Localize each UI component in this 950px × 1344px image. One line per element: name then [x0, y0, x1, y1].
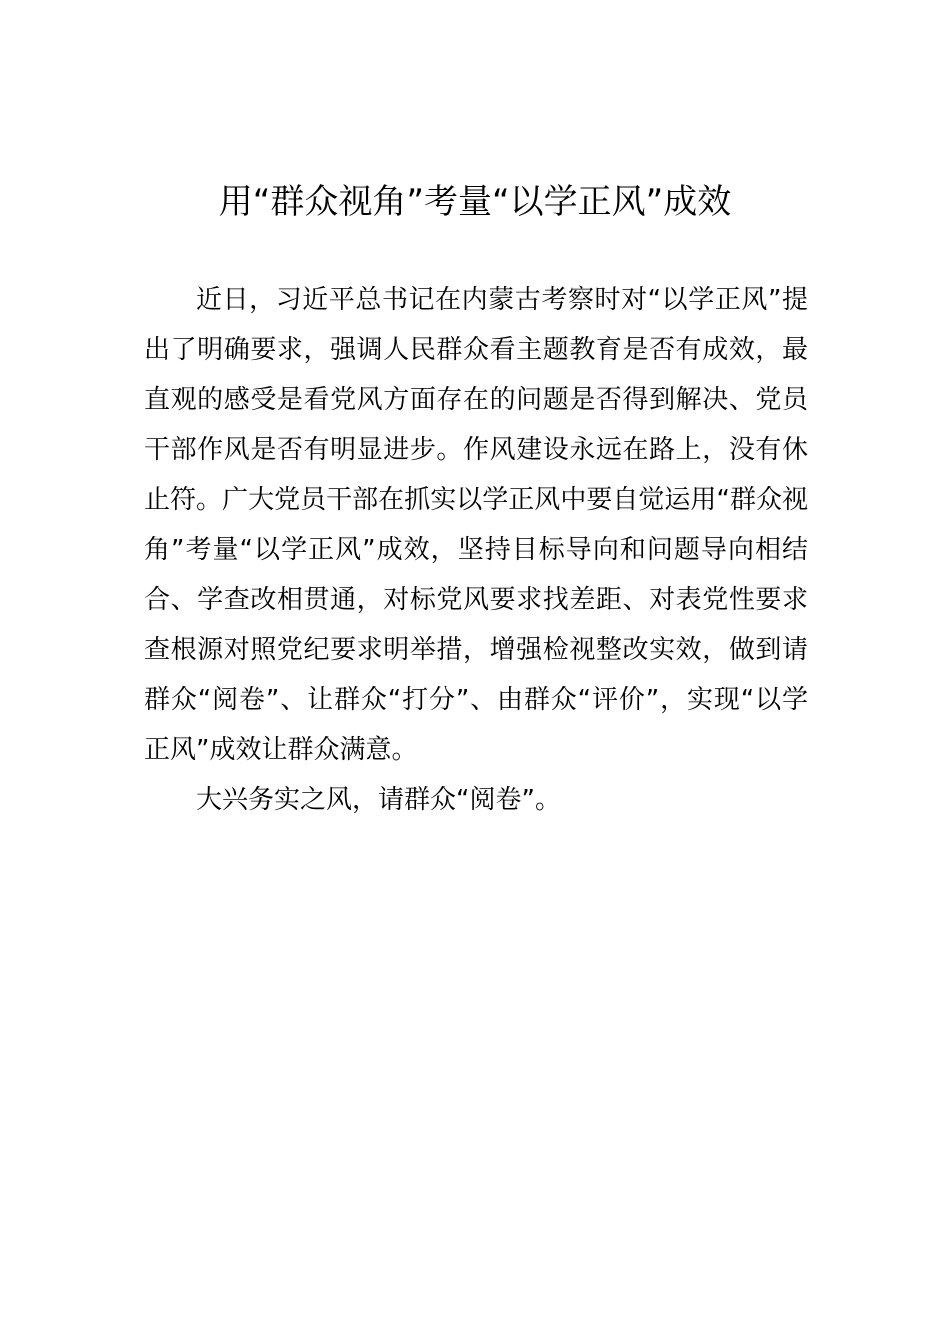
- body-paragraph-1: 近日，习近平总书记在内蒙古考察时对“以学正风”提出了明确要求，强调人民群众看主题教育是否有成效，最直观的感受是看党风方面存在的问题是否得到解决、党员干部作风是否有明显进步。作风建设永远在路上，没有休止符。广大党员干部在抓实以学正风中要自觉运用“群众视角”考量“以学正风”成效，坚持目标导向和问题导向相结合、学查改相贯通，对标党风要求找差距、对表党性要求查根源对照党纪要求明举措，增强检视整改实效，做到请群众“阅卷”、让群众“打分”、由群众“评价”，实现“以学正风”成效让群众满意。: [144, 285, 808, 765]
- body-paragraph-2: 大兴务实之风，请群众“阅卷”。: [196, 785, 561, 815]
- document-title: 用“群众视角”考量“以学正风”成效: [218, 182, 732, 222]
